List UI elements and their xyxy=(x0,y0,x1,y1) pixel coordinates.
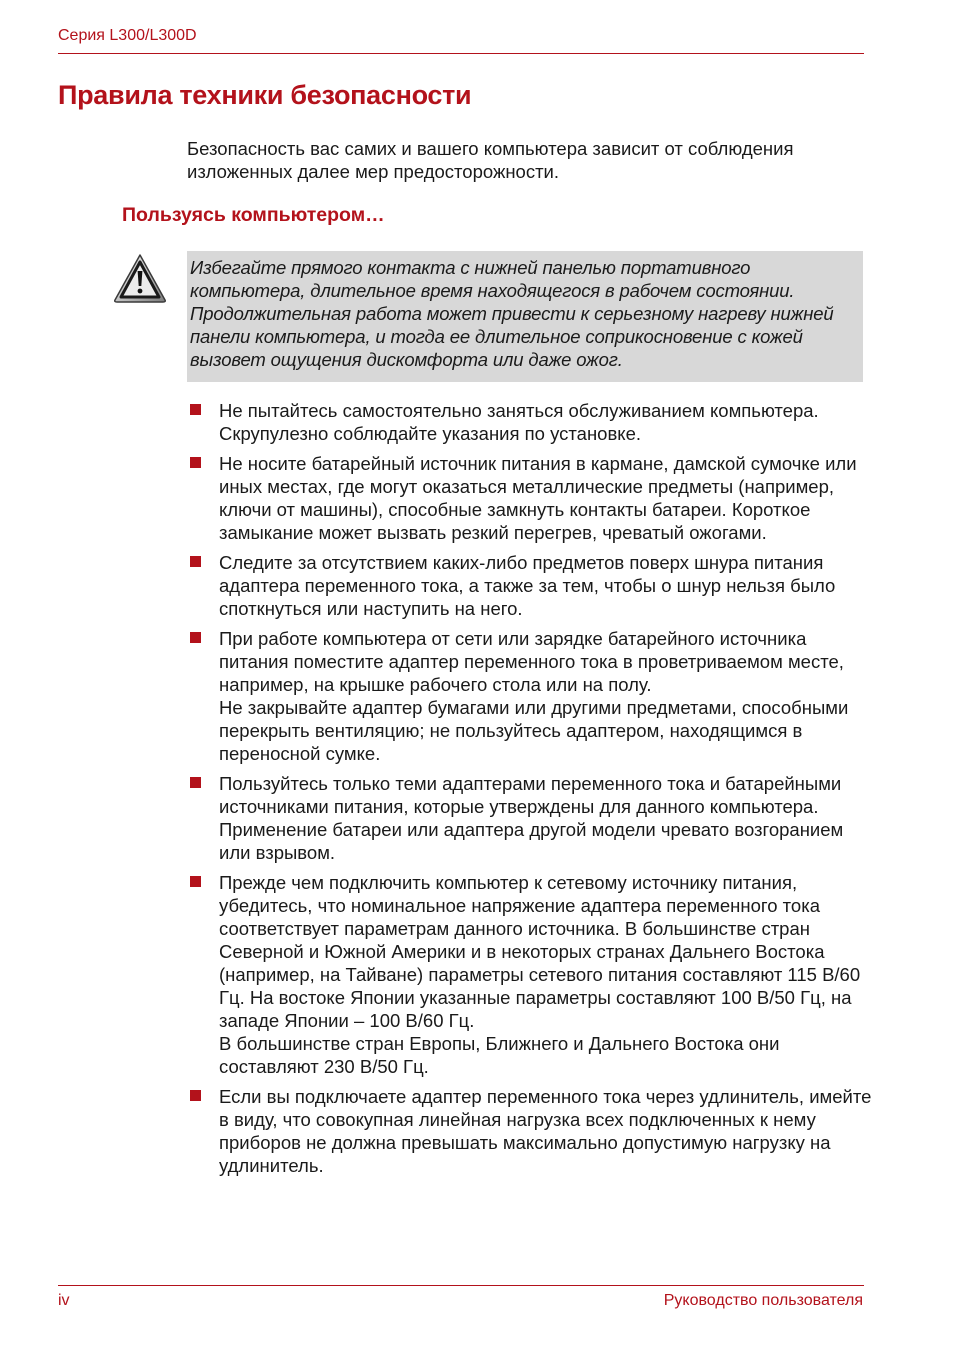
page-title: Правила техники безопасности xyxy=(58,80,472,110)
safety-bullet-item xyxy=(187,1085,877,1177)
safety-bullet-item xyxy=(187,871,877,1078)
square-bullet-icon xyxy=(190,404,201,415)
safety-bullet-item xyxy=(187,772,877,864)
square-bullet-icon xyxy=(190,632,201,643)
square-bullet-icon xyxy=(190,777,201,788)
square-bullet-icon xyxy=(190,1090,201,1101)
safety-bullet-item xyxy=(187,399,877,445)
footer-doc-title: Руководство пользователя xyxy=(663,1292,863,1309)
intro-paragraph: Безопасность вас самих и вашего компьютера зависит от соблюдения изложенных далее мер предосторожности. xyxy=(187,138,794,182)
bullet-text: Прежде чем подключить компьютер к сетевому источнику питания, убедитесь, что номинальное напряжение адаптера переменного тока соответствует параметрам данного источника. В большинстве стран Северной и Южной Америки и в некоторых странах Дальнего Востока (например, на Тайване) параметры сетевого питания составляют 115 В/60 Гц. На востоке Японии указанные параметры составляют 100 В/50 Гц, на западе Японии – 100 В/60 Гц. xyxy=(219,872,861,1031)
square-bullet-icon xyxy=(190,556,201,567)
footer-rule xyxy=(58,1285,864,1286)
warning-triangle-icon xyxy=(112,252,168,304)
square-bullet-icon xyxy=(190,876,201,887)
safety-bullet-list xyxy=(187,399,877,1184)
square-bullet-icon xyxy=(190,457,201,468)
bullet-text: Не закрывайте адаптер бумагами или другими предметами, способными перекрыть вентиляцию; не пользуйтесь адаптером, находящимся в переносной сумке. xyxy=(219,697,849,764)
bullet-text: Следите за отсутствием каких-либо предметов поверх шнура питания адаптера переменного тока, а также за тем, чтобы о шнур нельзя было споткнуться или наступить на него. xyxy=(219,552,836,619)
safety-bullet-item xyxy=(187,452,877,544)
bullet-text: В большинстве стран Европы, Ближнего и Дальнего Востока они составляют 230 В/50 Гц. xyxy=(219,1033,780,1077)
safety-bullet-item xyxy=(187,551,877,620)
section-heading: Пользуясь компьютером… xyxy=(122,204,385,226)
bullet-text: Не пытайтесь самостоятельно заняться обслуживанием компьютера. Скрупулезно соблюдайте указания по установке. xyxy=(219,400,819,444)
header-series-label: Серия L300/L300D xyxy=(58,27,197,44)
footer-page-number: iv xyxy=(58,1292,70,1309)
warning-callout xyxy=(187,251,863,382)
bullet-text: При работе компьютера от сети или зарядке батарейного источника питания поместите адаптер переменного тока в проветриваемом месте, например, на крышке рабочего стола или на полу. xyxy=(219,628,844,695)
warning-text: Избегайте прямого контакта с нижней панелью портативного компьютера, длительное время находящегося в рабочем состоянии. Продолжительная работа может привести к серьезному нагреву нижней панели компьютера, и тогда ее длительное соприкосновение с кожей вызовет ощущения дискомфорта или даже ожог. xyxy=(190,257,834,370)
bullet-text: Если вы подключаете адаптер переменного тока через удлинитель, имейте в виду, что совокупная линейная нагрузка всех подключенных к нему приборов не должна превышать максимально допустимую нагрузку на удлинитель. xyxy=(219,1086,872,1176)
safety-bullet-item xyxy=(187,627,877,765)
bullet-text: Не носите батарейный источник питания в кармане, дамской сумочке или иных местах, где могут оказаться металлические предметы (например, ключи от машины), способные замкнуть контакты батареи. Короткое замыкание может вызвать резкий перегрев, чреватый ожогами. xyxy=(219,453,857,543)
bullet-text: Пользуйтесь только теми адаптерами переменного тока и батарейными источниками питания, которые утверждены для данного компьютера. Применение батареи или адаптера другой модели чревато возгоранием или взрывом. xyxy=(219,773,844,863)
header-rule xyxy=(58,53,864,54)
